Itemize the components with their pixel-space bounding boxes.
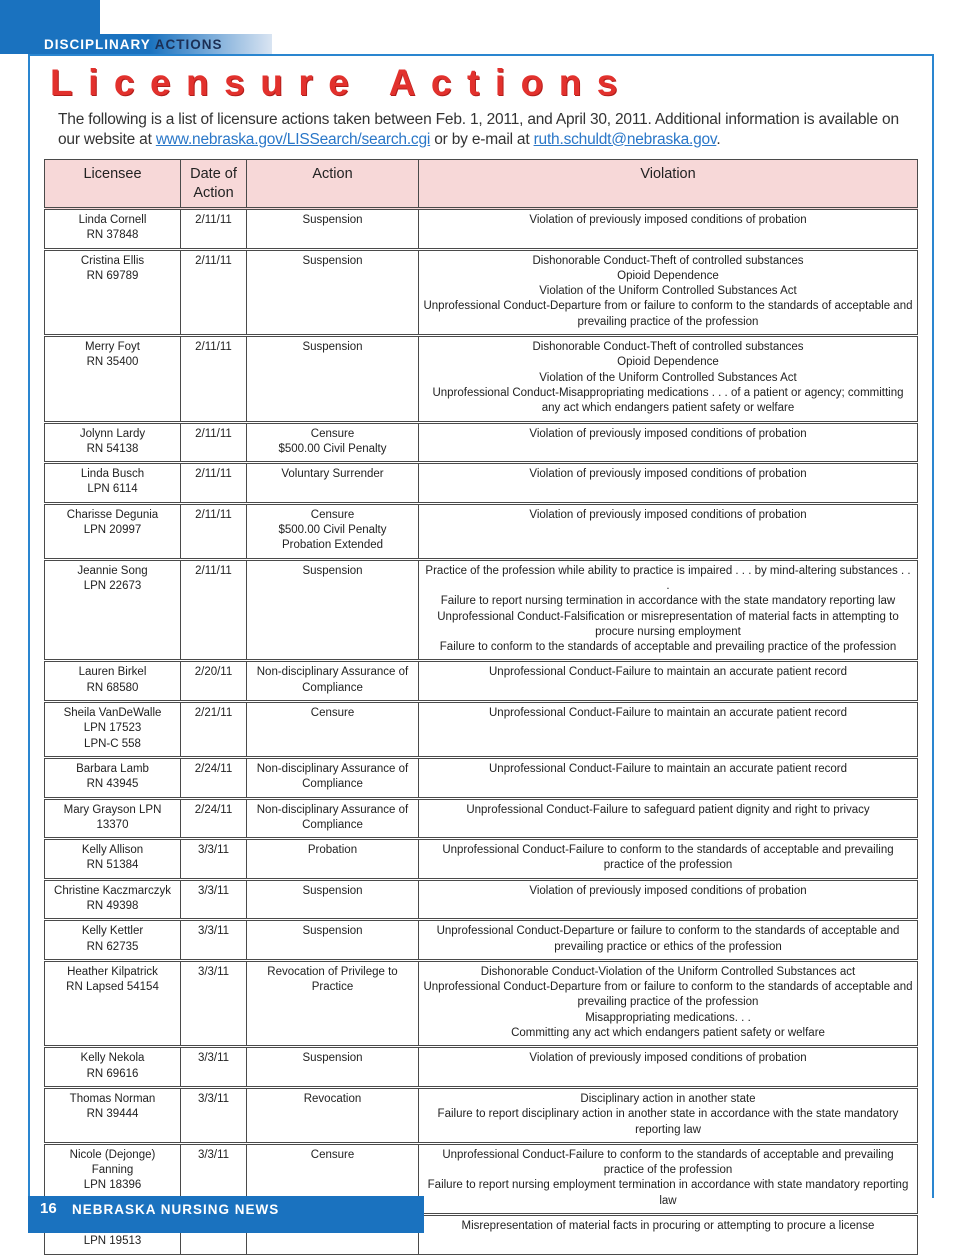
cell-licensee: Thomas Norman RN 39444 xyxy=(45,1087,181,1143)
cell-violation: Unprofessional Conduct-Failure to conform to the standards of acceptable and prevailing practice of the profession xyxy=(419,839,918,880)
table-row xyxy=(45,839,918,880)
table-row xyxy=(45,1087,918,1143)
table-row xyxy=(45,1047,918,1088)
cell-violation: Violation of previously imposed conditions of probation xyxy=(419,503,918,559)
cell-date: 3/3/11 xyxy=(181,879,247,920)
cell-licensee: Merry Foyt RN 35400 xyxy=(45,336,181,422)
cell-licensee: Kelly Allison RN 51384 xyxy=(45,839,181,880)
cell-action: Voluntary Surrender xyxy=(247,463,419,504)
column-header-date: Date of Action xyxy=(181,160,247,209)
cell-date: 2/24/11 xyxy=(181,798,247,839)
table-header-row xyxy=(45,160,918,209)
table-row xyxy=(45,209,918,250)
cell-action: Revocation of Privilege to Practice xyxy=(247,960,419,1046)
cell-licensee: Cristina Ellis RN 69789 xyxy=(45,249,181,335)
cell-violation: Unprofessional Conduct-Failure to maintain an accurate patient record xyxy=(419,702,918,758)
cell-date: 2/11/11 xyxy=(181,209,247,250)
cell-licensee: Christine Kaczmarczyk RN 49398 xyxy=(45,879,181,920)
cell-licensee: Barbara Lamb RN 43945 xyxy=(45,757,181,798)
cell-date: 2/20/11 xyxy=(181,661,247,702)
table-row xyxy=(45,879,918,920)
cell-violation: Unprofessional Conduct-Failure to maintain an accurate patient record xyxy=(419,757,918,798)
column-header-violation: Violation xyxy=(419,160,918,209)
cell-licensee: Sheila VanDeWalle LPN 17523 LPN-C 558 xyxy=(45,702,181,758)
cell-date: 2/11/11 xyxy=(181,336,247,422)
cell-violation: Misrepresentation of material facts in procuring or attempting to procure a license xyxy=(419,1215,918,1255)
cell-date: 2/11/11 xyxy=(181,559,247,661)
cell-licensee: Kelly Nekola RN 69616 xyxy=(45,1047,181,1088)
intro-paragraph xyxy=(58,110,918,149)
cell-date: 2/11/11 xyxy=(181,463,247,504)
cell-violation: Unprofessional Conduct-Failure to safeguard patient dignity and right to privacy xyxy=(419,798,918,839)
cell-licensee: Kelly Kettler RN 62735 xyxy=(45,920,181,961)
cell-action: Censure $500.00 Civil Penalty xyxy=(247,422,419,463)
intro-text: The following is a list of licensure actions taken between Feb. 1, 2011, and April 30, 2011. Additional information is available on our website at xyxy=(58,111,899,148)
cell-licensee: Jolynn Lardy RN 54138 xyxy=(45,422,181,463)
cell-licensee: Jeannie Song LPN 22673 xyxy=(45,559,181,661)
cell-action: Suspension xyxy=(247,249,419,335)
cell-action: Non-disciplinary Assurance of Compliance xyxy=(247,757,419,798)
page-title: Licensure Actions xyxy=(50,62,633,103)
cell-action: Suspension xyxy=(247,920,419,961)
cell-violation: Violation of previously imposed conditions of probation xyxy=(419,879,918,920)
cell-date: 3/3/11 xyxy=(181,1047,247,1088)
cell-licensee: Heather Kilpatrick RN Lapsed 54154 xyxy=(45,960,181,1046)
section-label-first: DISCIPLINARY xyxy=(44,37,151,52)
cell-violation: Violation of previously imposed conditions of probation xyxy=(419,422,918,463)
table-row xyxy=(45,960,918,1046)
cell-violation: Violation of previously imposed conditions of probation xyxy=(419,463,918,504)
cell-date: 2/21/11 xyxy=(181,702,247,758)
cell-licensee: Lauren Birkel RN 68580 xyxy=(45,661,181,702)
cell-violation: Disciplinary action in another state Failure to report disciplinary action in another state in accordance with the state mandatory reporting law xyxy=(419,1087,918,1143)
cell-violation: Dishonorable Conduct-Theft of controlled substances Opioid Dependence Violation of the Uniform Controlled Substances Act Unprofessional Conduct-Departure from or failure to conform to the standards of acceptable and prevailing practice of the profession xyxy=(419,249,918,335)
cell-action: Censure xyxy=(247,1143,419,1214)
cell-licensee: Charisse Degunia LPN 20997 xyxy=(45,503,181,559)
cell-action: Suspension xyxy=(247,879,419,920)
cell-date: 3/3/11 xyxy=(181,1143,247,1214)
licensure-actions-table xyxy=(44,159,918,1255)
cell-violation: Practice of the profession while ability to practice is impaired . . . by mind-altering substances . . . Failure to report nursing termination in accordance with the state mandatory reporting law Unprofessional Conduct-Falsification or misrepresentation of material facts in attempting to procure nursing employment Failure to conform to the standards of acceptable and prevailing practice of the profession xyxy=(419,559,918,661)
intro-end-text: . xyxy=(716,130,721,148)
table-row xyxy=(45,757,918,798)
cell-date: 3/3/11 xyxy=(181,960,247,1046)
cell-action: Suspension xyxy=(247,336,419,422)
table-row xyxy=(45,559,918,661)
email-link[interactable]: ruth.schuldt@nebraska.gov xyxy=(533,130,717,148)
cell-action: Revocation xyxy=(247,1087,419,1143)
table-row xyxy=(45,503,918,559)
column-header-licensee: Licensee xyxy=(45,160,181,209)
cell-licensee: LPN 19513 xyxy=(45,1215,181,1255)
cell-licensee: Mary Grayson LPN 13370 xyxy=(45,798,181,839)
cell-date: 2/24/11 xyxy=(181,757,247,798)
cell-action: Censure $500.00 Civil Penalty Probation Extended xyxy=(247,503,419,559)
table-row xyxy=(45,422,918,463)
cell-violation: Unprofessional Conduct-Failure to maintain an accurate patient record xyxy=(419,661,918,702)
cell-action: Censure xyxy=(247,702,419,758)
intro-mid-text: or by e-mail at xyxy=(434,130,530,148)
cell-date: 3/3/11 xyxy=(181,839,247,880)
table-row xyxy=(45,702,918,758)
publication-name: NEBRASKA NURSING NEWS xyxy=(72,1202,280,1217)
column-header-action: Action xyxy=(247,160,419,209)
cell-violation: Violation of previously imposed conditions of probation xyxy=(419,1047,918,1088)
cell-action: Suspension xyxy=(247,1047,419,1088)
header-tab-block xyxy=(0,0,100,36)
page-number: 16 xyxy=(40,1200,57,1217)
table-body xyxy=(45,209,918,1255)
cell-action: Non-disciplinary Assurance of Compliance xyxy=(247,661,419,702)
section-label-second: ACTIONS xyxy=(154,37,223,52)
table-row xyxy=(45,249,918,335)
website-link[interactable]: www.nebraska.gov/LISSearch/search.cgi xyxy=(155,130,431,148)
cell-violation: Unprofessional Conduct-Failure to conform to the standards of acceptable and prevailing practice of the profession Failure to report nursing employment termination in accordance with state mandatory reporting law xyxy=(419,1143,918,1214)
cell-licensee: Nicole (Dejonge) Fanning LPN 18396 xyxy=(45,1143,181,1214)
table-row xyxy=(45,920,918,961)
cell-action: Suspension xyxy=(247,559,419,661)
cell-action: Probation xyxy=(247,839,419,880)
section-label xyxy=(44,36,223,53)
cell-date: 3/3/11 xyxy=(181,920,247,961)
cell-date: 2/11/11 xyxy=(181,249,247,335)
cell-action: Non-disciplinary Assurance of Compliance xyxy=(247,798,419,839)
table-row xyxy=(45,661,918,702)
cell-date: 2/11/11 xyxy=(181,503,247,559)
cell-violation: Dishonorable Conduct-Theft of controlled substances Opioid Dependence Violation of the Uniform Controlled Substances Act Unprofessional Conduct-Misappropriating medications . . . of a patient or agency; committing any act which endangers patient safety or welfare xyxy=(419,336,918,422)
cell-date: 3/3/11 xyxy=(181,1087,247,1143)
cell-date: 2/11/11 xyxy=(181,422,247,463)
table-row xyxy=(45,336,918,422)
cell-licensee: Linda Cornell RN 37848 xyxy=(45,209,181,250)
cell-violation: Unprofessional Conduct-Departure or failure to conform to the standards of acceptable and prevailing practice or ethics of the profession xyxy=(419,920,918,961)
table-row xyxy=(45,463,918,504)
cell-licensee: Linda Busch LPN 6114 xyxy=(45,463,181,504)
cell-action: Suspension xyxy=(247,209,419,250)
cell-violation: Violation of previously imposed conditions of probation xyxy=(419,209,918,250)
table-row xyxy=(45,798,918,839)
cell-violation: Dishonorable Conduct-Violation of the Uniform Controlled Substances act Unprofessional Conduct-Departure from or failure to conform to the standards of acceptable and prevailing practice of the profession Misappropriating medications. . . Committing any act which endangers patient safety or welfare xyxy=(419,960,918,1046)
